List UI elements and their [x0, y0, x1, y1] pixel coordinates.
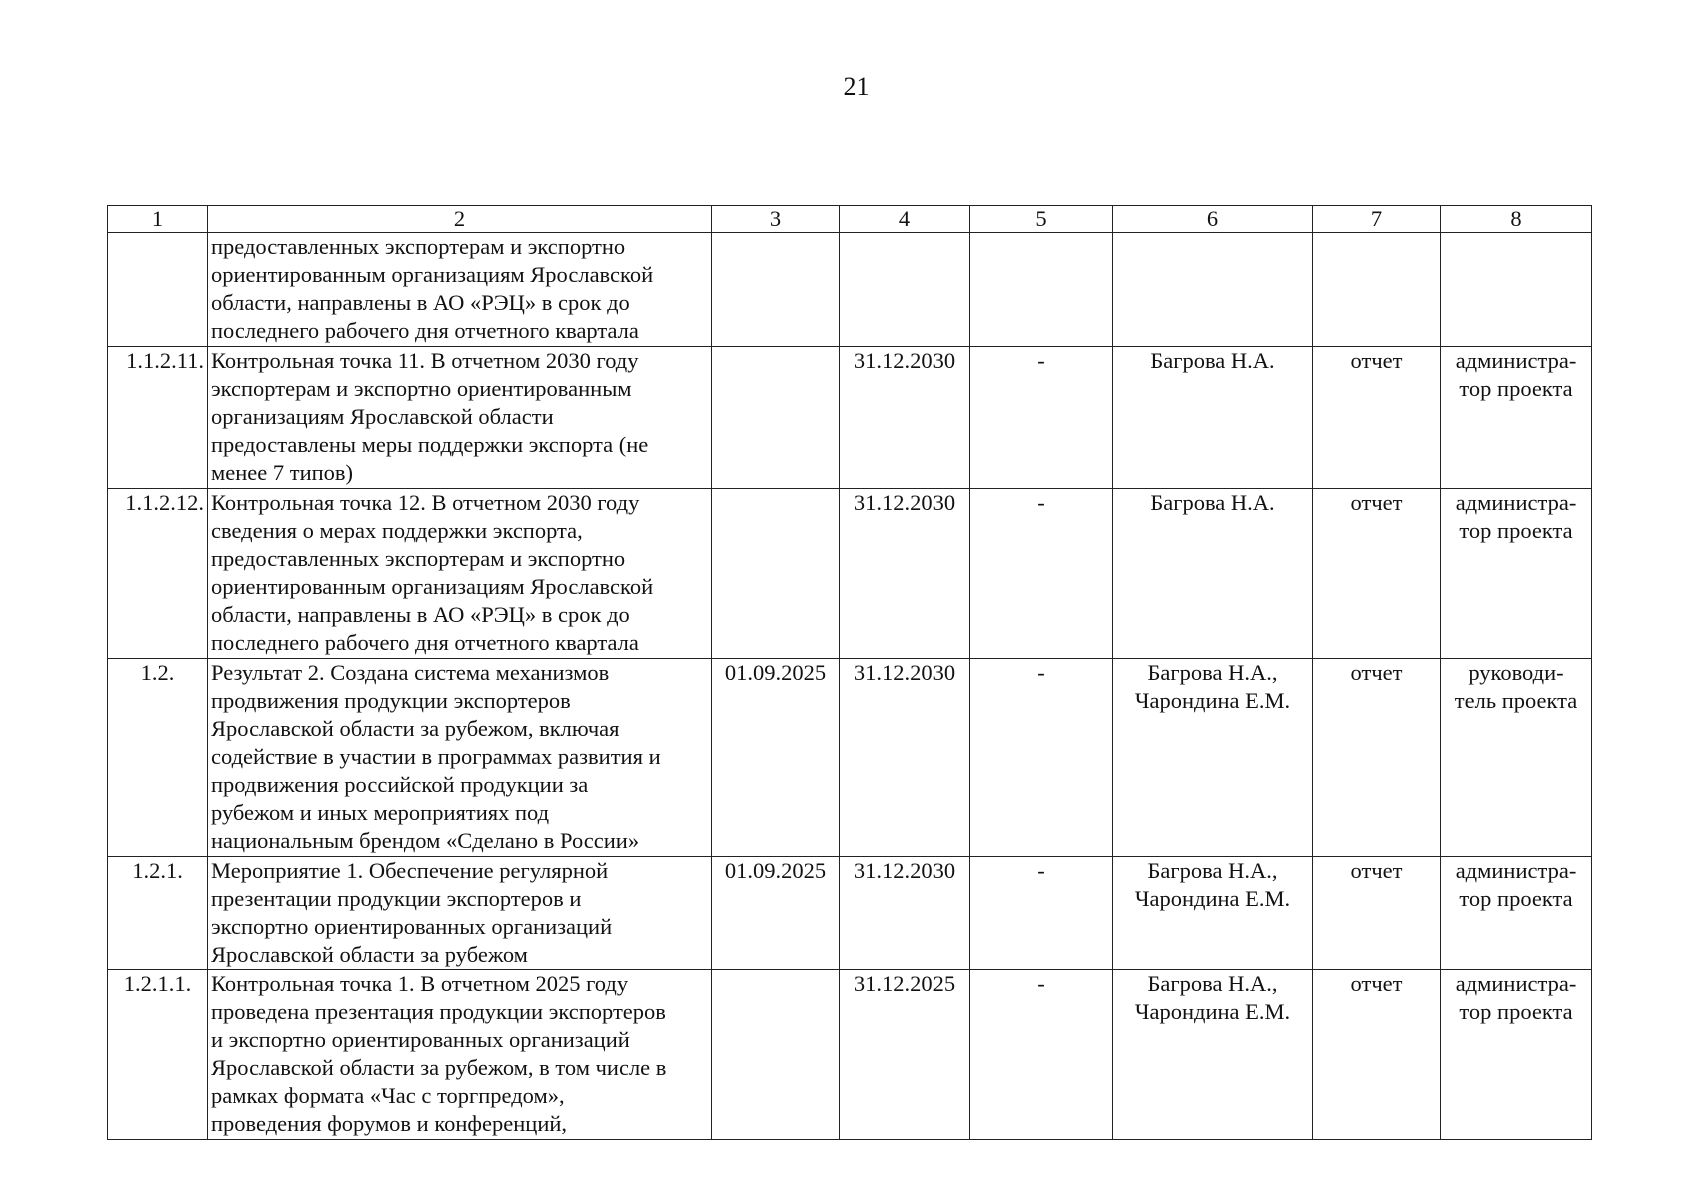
row-description-text: Контрольная точка 11. В отчетном 2030 году экспортерам и экспортно ориентированным организациям Ярославской области предоставлены меры поддержки экспорта (не менее 7 типов)	[211, 348, 649, 485]
row-description	[208, 233, 712, 347]
page-number: 21	[843, 72, 870, 101]
row-responsible	[1113, 233, 1313, 347]
row-description	[208, 659, 712, 857]
table-row	[108, 970, 1592, 1140]
row-start-date	[712, 970, 840, 1140]
row-start-date	[712, 233, 840, 347]
row-responsible: Багрова Н.А.	[1113, 347, 1313, 489]
row-role: администра- тор проекта	[1441, 970, 1592, 1140]
row-dash: -	[970, 857, 1113, 970]
row-number	[108, 233, 208, 347]
row-dash	[970, 233, 1113, 347]
row-start-date	[712, 347, 840, 489]
row-responsible: Багрова Н.А., Чарондина Е.М.	[1113, 659, 1313, 857]
row-start-date: 01.09.2025	[712, 857, 840, 970]
row-document: отчет	[1313, 659, 1441, 857]
table-row	[108, 347, 1592, 489]
row-responsible: Багрова Н.А.	[1113, 489, 1313, 659]
row-description	[208, 347, 712, 489]
row-role: руководи- тель проекта	[1441, 659, 1592, 857]
header-row	[108, 206, 1592, 233]
row-description	[208, 857, 712, 970]
row-end-date	[840, 233, 970, 347]
row-document: отчет	[1313, 857, 1441, 970]
header-col-7: 7	[1313, 206, 1441, 233]
row-role: администра- тор проекта	[1441, 347, 1592, 489]
row-dash: -	[970, 347, 1113, 489]
row-number: 1.2.	[108, 659, 208, 857]
row-end-date: 31.12.2030	[840, 857, 970, 970]
row-end-date: 31.12.2025	[840, 970, 970, 1140]
row-description-text: Контрольная точка 1. В отчетном 2025 году проведена презентация продукции экспортеров и экспортно ориентированных организаций Ярославской области за рубежом, в том числе в рамках формата «Час с торгпредом», проведения форумов и конференций,	[211, 971, 667, 1136]
row-description	[208, 489, 712, 659]
row-responsible: Багрова Н.А., Чарондина Е.М.	[1113, 970, 1313, 1140]
row-document: отчет	[1313, 347, 1441, 489]
row-number: 1.2.1.1.	[108, 970, 208, 1140]
header-col-1: 1	[108, 206, 208, 233]
row-number: 1.2.1.	[108, 857, 208, 970]
row-dash: -	[970, 970, 1113, 1140]
row-document	[1313, 233, 1441, 347]
header-col-5: 5	[970, 206, 1113, 233]
row-end-date: 31.12.2030	[840, 347, 970, 489]
row-start-date	[712, 489, 840, 659]
header-col-4: 4	[840, 206, 970, 233]
row-role: администра- тор проекта	[1441, 489, 1592, 659]
row-document: отчет	[1313, 970, 1441, 1140]
row-start-date: 01.09.2025	[712, 659, 840, 857]
table-row	[108, 489, 1592, 659]
header-col-8: 8	[1441, 206, 1592, 233]
table-row	[108, 233, 1592, 347]
row-description	[208, 970, 712, 1140]
table-row	[108, 659, 1592, 857]
table-row	[108, 857, 1592, 970]
header-col-3: 3	[712, 206, 840, 233]
row-role	[1441, 233, 1592, 347]
row-description-text: Мероприятие 1. Обеспечение регулярной презентации продукции экспортеров и экспортно ориентированных организаций Ярославской области за рубежом	[211, 858, 613, 967]
row-end-date: 31.12.2030	[840, 489, 970, 659]
row-responsible: Багрова Н.А., Чарондина Е.М.	[1113, 857, 1313, 970]
row-document: отчет	[1313, 489, 1441, 659]
row-description-text: Контрольная точка 12. В отчетном 2030 году сведения о мерах поддержки экспорта, предоставленных экспортерам и экспортно ориентированным организациям Ярославской области, направлены в АО «РЭЦ» в срок до последнего рабочего дня отчетного квартала	[211, 490, 654, 655]
row-dash: -	[970, 489, 1113, 659]
row-dash: -	[970, 659, 1113, 857]
header-col-2: 2	[208, 206, 712, 233]
row-number: 1.1.2.11.	[108, 347, 208, 489]
row-end-date: 31.12.2030	[840, 659, 970, 857]
row-number: 1.1.2.12.	[108, 489, 208, 659]
row-role: администра- тор проекта	[1441, 857, 1592, 970]
row-description-text: предоставленных экспортерам и экспортно ориентированным организациям Ярославской области, направлены в АО «РЭЦ» в срок до последнего рабочего дня отчетного квартала	[211, 234, 654, 343]
header-col-6: 6	[1113, 206, 1313, 233]
plan-table	[107, 205, 1592, 1140]
row-description-text: Результат 2. Создана система механизмов продвижения продукции экспортеров Ярославской области за рубежом, включая содействие в участии в программах развития и продвижения российской продукции за рубежом и иных мероприятиях под национальным брендом «Сделано в России»	[211, 660, 661, 853]
